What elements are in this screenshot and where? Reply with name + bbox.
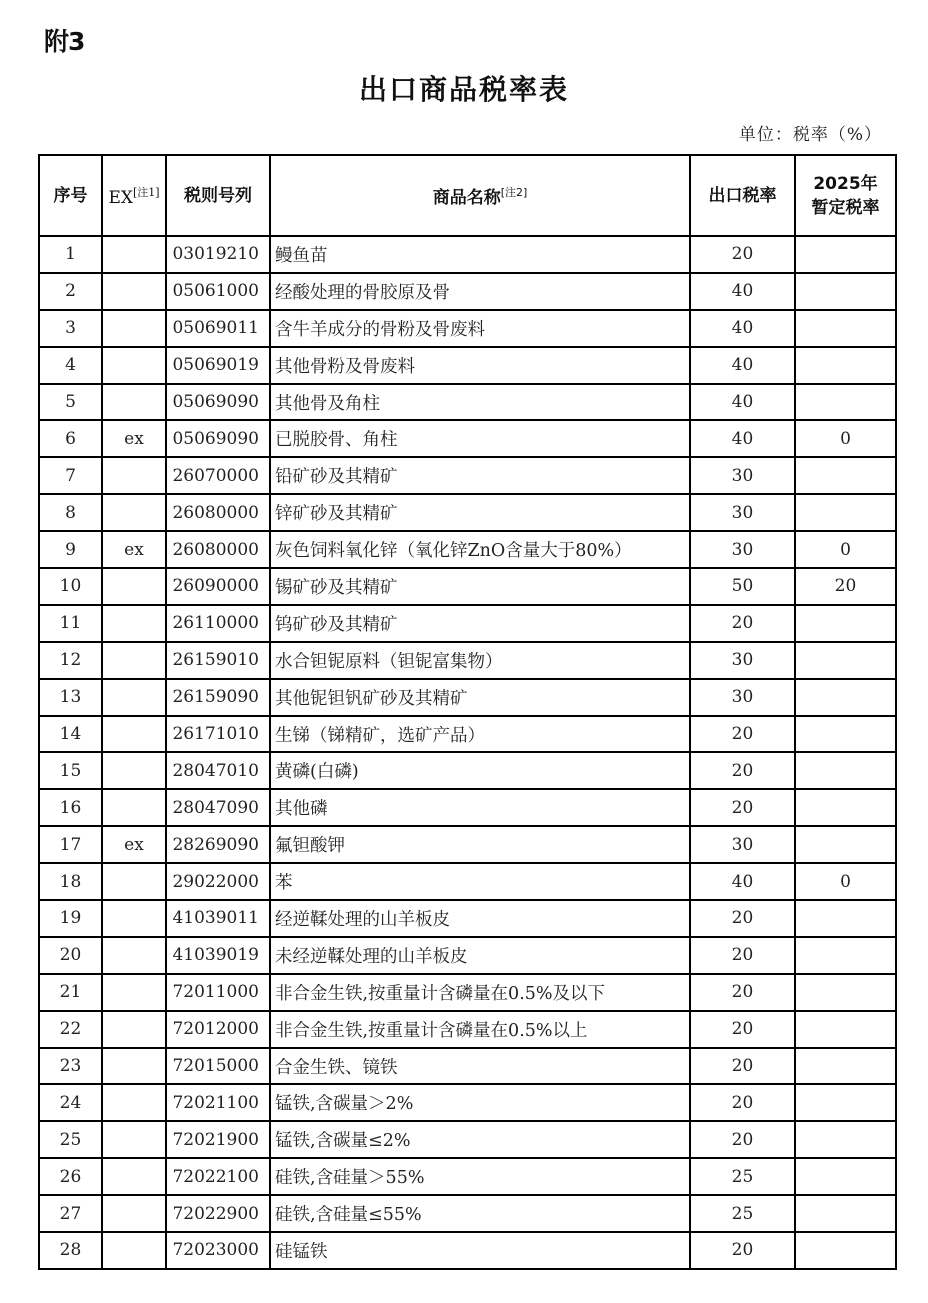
cell-provisional-rate [795,826,896,863]
table-row [39,1011,896,1048]
table-body [39,236,896,1269]
table-row [39,310,896,347]
cell-no: 4 [39,347,102,384]
cell-ex: ex [102,826,166,863]
cell-provisional-rate [795,605,896,642]
unit-note: 单位：税率（%） [738,125,882,145]
cell-code: 41039011 [166,900,270,937]
cell-provisional-rate [795,1048,896,1085]
cell-code: 72011000 [166,974,270,1011]
cell-code: 28269090 [166,826,270,863]
cell-rate: 25 [690,1158,795,1195]
cell-no: 24 [39,1084,102,1121]
cell-provisional-rate [795,384,896,421]
cell-code: 26080000 [166,531,270,568]
cell-no: 8 [39,494,102,531]
table-row [39,789,896,826]
table-header-row [39,155,896,236]
cell-name: 水合钽铌原料（钽铌富集物） [270,642,690,679]
cell-provisional-rate: 0 [795,531,896,568]
cell-rate: 20 [690,236,795,273]
table-row [39,347,896,384]
cell-code: 28047090 [166,789,270,826]
cell-provisional-rate [795,494,896,531]
table-row [39,531,896,568]
header-provisional-rate: 2025年 暂定税率 [795,155,896,236]
cell-code: 26159090 [166,679,270,716]
cell-no: 6 [39,420,102,457]
cell-no: 13 [39,679,102,716]
table-row [39,1195,896,1232]
cell-code: 26090000 [166,568,270,605]
cell-ex [102,863,166,900]
cell-rate: 40 [690,863,795,900]
cell-provisional-rate [795,457,896,494]
cell-no: 25 [39,1121,102,1158]
cell-ex [102,1084,166,1121]
cell-provisional-rate [795,1121,896,1158]
cell-no: 14 [39,716,102,753]
cell-rate: 40 [690,273,795,310]
cell-rate: 20 [690,1048,795,1085]
cell-code: 26159010 [166,642,270,679]
cell-no: 26 [39,1158,102,1195]
cell-name: 经逆鞣处理的山羊板皮 [270,900,690,937]
cell-name: 硅铁,含硅量＞55% [270,1158,690,1195]
cell-ex [102,1232,166,1269]
cell-name: 锰铁,含碳量＞2% [270,1084,690,1121]
cell-provisional-rate [795,1158,896,1195]
cell-rate: 20 [690,974,795,1011]
cell-name: 灰色饲料氧化锌（氧化锌ZnO含量大于80%） [270,531,690,568]
cell-ex [102,568,166,605]
cell-no: 19 [39,900,102,937]
cell-no: 28 [39,1232,102,1269]
table-row [39,1048,896,1085]
cell-ex [102,273,166,310]
cell-rate: 30 [690,679,795,716]
cell-no: 7 [39,457,102,494]
cell-ex: ex [102,531,166,568]
table-row [39,937,896,974]
cell-name: 经酸处理的骨胶原及骨 [270,273,690,310]
cell-provisional-rate [795,1232,896,1269]
cell-code: 41039019 [166,937,270,974]
cell-code: 72022100 [166,1158,270,1195]
table-row [39,273,896,310]
cell-provisional-rate [795,347,896,384]
cell-name: 其他骨粉及骨废料 [270,347,690,384]
cell-name: 氟钽酸钾 [270,826,690,863]
cell-no: 20 [39,937,102,974]
cell-provisional-rate [795,716,896,753]
cell-provisional-rate [795,789,896,826]
cell-name: 未经逆鞣处理的山羊板皮 [270,937,690,974]
cell-no: 3 [39,310,102,347]
cell-code: 72021100 [166,1084,270,1121]
cell-name: 其他磷 [270,789,690,826]
cell-rate: 40 [690,384,795,421]
cell-name: 已脱胶骨、角柱 [270,420,690,457]
cell-no: 27 [39,1195,102,1232]
cell-name: 锡矿砂及其精矿 [270,568,690,605]
cell-code: 72012000 [166,1011,270,1048]
cell-provisional-rate [795,236,896,273]
table-row [39,716,896,753]
table-row [39,1084,896,1121]
cell-name: 钨矿砂及其精矿 [270,605,690,642]
cell-name: 合金生铁、镜铁 [270,1048,690,1085]
cell-rate: 25 [690,1195,795,1232]
cell-code: 05069090 [166,384,270,421]
cell-rate: 20 [690,900,795,937]
cell-code: 29022000 [166,863,270,900]
cell-code: 26070000 [166,457,270,494]
cell-no: 17 [39,826,102,863]
cell-provisional-rate [795,642,896,679]
cell-no: 18 [39,863,102,900]
cell-provisional-rate [795,679,896,716]
cell-code: 05061000 [166,273,270,310]
cell-code: 05069019 [166,347,270,384]
cell-code: 03019210 [166,236,270,273]
annex-label: 附3 [44,27,85,56]
cell-ex [102,716,166,753]
table-row [39,384,896,421]
cell-name: 含牛羊成分的骨粉及骨废料 [270,310,690,347]
cell-rate: 30 [690,494,795,531]
cell-no: 11 [39,605,102,642]
cell-ex [102,1195,166,1232]
cell-name: 生锑（锑精矿，选矿产品） [270,716,690,753]
table-row [39,457,896,494]
footnote-1-marker: [注1] [132,186,160,199]
cell-rate: 20 [690,937,795,974]
cell-ex: ex [102,420,166,457]
cell-name: 其他骨及角柱 [270,384,690,421]
table-row [39,900,896,937]
cell-name: 铅矿砂及其精矿 [270,457,690,494]
cell-name: 非合金生铁,按重量计含磷量在0.5%以上 [270,1011,690,1048]
header-code: 税则号列 [166,155,270,236]
table-row [39,642,896,679]
table-row [39,420,896,457]
cell-code: 05069090 [166,420,270,457]
cell-no: 5 [39,384,102,421]
cell-provisional-rate [795,974,896,1011]
cell-ex [102,752,166,789]
cell-ex [102,236,166,273]
cell-rate: 30 [690,826,795,863]
cell-provisional-rate [795,900,896,937]
cell-name: 硅铁,含硅量≤55% [270,1195,690,1232]
cell-rate: 20 [690,716,795,753]
header-name: 商品名称[注2] [270,155,690,236]
cell-name: 苯 [270,863,690,900]
cell-ex [102,1158,166,1195]
cell-ex [102,900,166,937]
cell-provisional-rate: 0 [795,863,896,900]
cell-ex [102,457,166,494]
cell-ex [102,974,166,1011]
page-title: 出口商品税率表 [358,73,569,106]
cell-provisional-rate [795,273,896,310]
cell-rate: 20 [690,1232,795,1269]
cell-ex [102,384,166,421]
cell-name: 其他铌钽钒矿砂及其精矿 [270,679,690,716]
cell-rate: 30 [690,642,795,679]
cell-name: 非合金生铁,按重量计含磷量在0.5%及以下 [270,974,690,1011]
cell-no: 10 [39,568,102,605]
cell-code: 26110000 [166,605,270,642]
table-row [39,1121,896,1158]
table-row [39,568,896,605]
table-row [39,826,896,863]
cell-name: 鳗鱼苗 [270,236,690,273]
header-rate: 出口税率 [690,155,795,236]
header-ex: EX[注1] [102,155,166,236]
cell-code: 72022900 [166,1195,270,1232]
cell-code: 26171010 [166,716,270,753]
cell-ex [102,789,166,826]
cell-code: 72021900 [166,1121,270,1158]
cell-provisional-rate [795,1195,896,1232]
cell-name: 硅锰铁 [270,1232,690,1269]
footnote-2-marker: [注2] [500,186,528,199]
cell-ex [102,347,166,384]
cell-no: 2 [39,273,102,310]
cell-rate: 30 [690,457,795,494]
cell-provisional-rate [795,1011,896,1048]
cell-rate: 40 [690,310,795,347]
cell-code: 26080000 [166,494,270,531]
table-row [39,236,896,273]
cell-name: 黄磷(白磷) [270,752,690,789]
cell-rate: 40 [690,420,795,457]
cell-rate: 20 [690,1084,795,1121]
cell-ex [102,1121,166,1158]
cell-code: 72023000 [166,1232,270,1269]
cell-rate: 20 [690,1011,795,1048]
table-row [39,752,896,789]
cell-provisional-rate [795,1084,896,1121]
cell-no: 21 [39,974,102,1011]
cell-provisional-rate [795,310,896,347]
cell-ex [102,1011,166,1048]
cell-no: 12 [39,642,102,679]
cell-provisional-rate [795,752,896,789]
table-row [39,605,896,642]
cell-provisional-rate: 20 [795,568,896,605]
cell-no: 16 [39,789,102,826]
cell-no: 1 [39,236,102,273]
cell-rate: 20 [690,789,795,826]
cell-rate: 40 [690,347,795,384]
cell-no: 9 [39,531,102,568]
table-row [39,974,896,1011]
export-tariff-table [38,154,897,1270]
cell-code: 05069011 [166,310,270,347]
cell-rate: 50 [690,568,795,605]
header-no: 序号 [39,155,102,236]
cell-provisional-rate [795,937,896,974]
table-row [39,863,896,900]
cell-code: 28047010 [166,752,270,789]
cell-name: 锌矿砂及其精矿 [270,494,690,531]
cell-ex [102,1048,166,1085]
cell-ex [102,642,166,679]
cell-ex [102,494,166,531]
table-row [39,1232,896,1269]
cell-rate: 30 [690,531,795,568]
cell-ex [102,679,166,716]
cell-no: 23 [39,1048,102,1085]
table-row [39,494,896,531]
cell-no: 22 [39,1011,102,1048]
cell-rate: 20 [690,752,795,789]
cell-rate: 20 [690,605,795,642]
cell-ex [102,937,166,974]
cell-ex [102,310,166,347]
cell-ex [102,605,166,642]
cell-name: 锰铁,含碳量≤2% [270,1121,690,1158]
cell-rate: 20 [690,1121,795,1158]
cell-code: 72015000 [166,1048,270,1085]
cell-no: 15 [39,752,102,789]
cell-provisional-rate: 0 [795,420,896,457]
table-row [39,679,896,716]
table-row [39,1158,896,1195]
